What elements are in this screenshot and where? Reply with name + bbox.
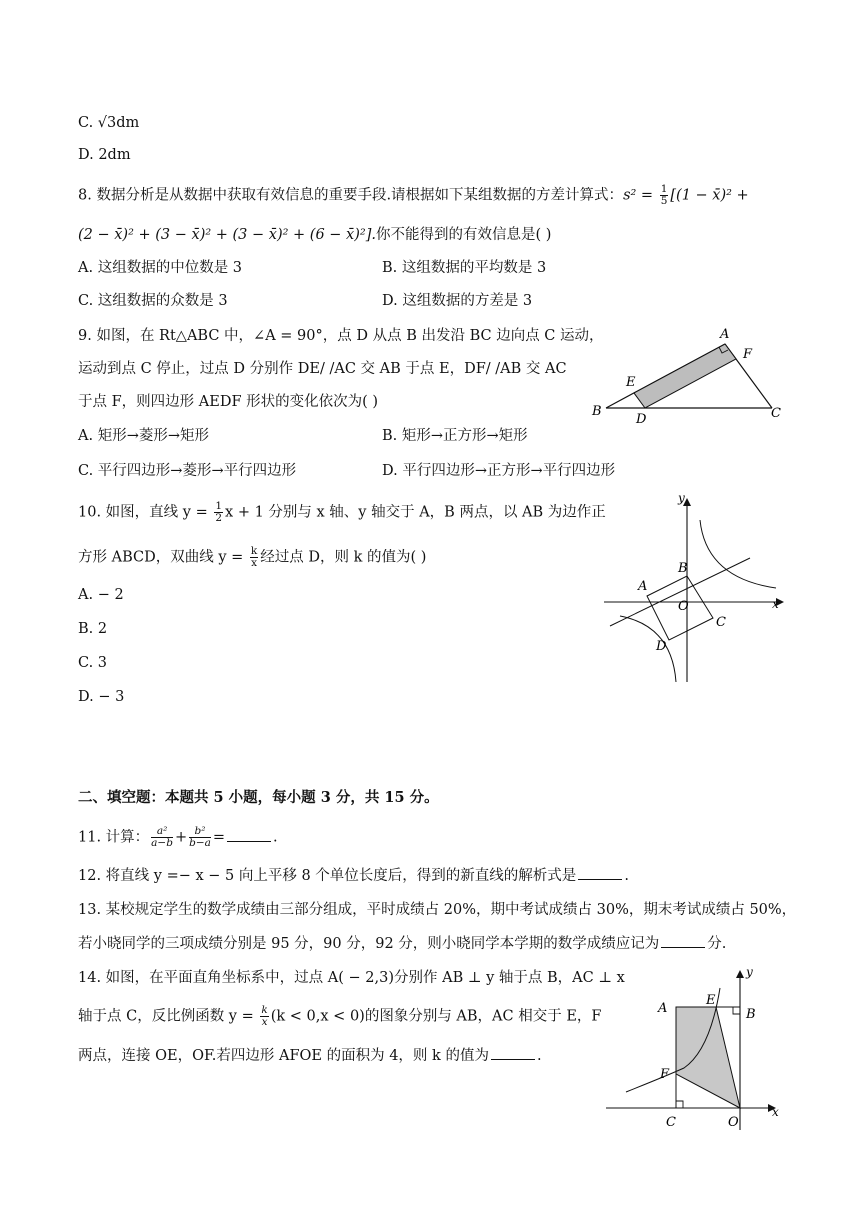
q14-frac-num: k [261, 1004, 268, 1016]
q9-stem-line3: 于点 F，则四边形 AEDF 形状的变化依次为( ) [78, 394, 379, 410]
q11-end: . [273, 829, 278, 846]
q8-formula-line2: (2 − x̄)² + (3 − x̄)² + (3 − x̄)² + (6 − x̄)²]. [78, 227, 376, 243]
q8-formula-part2: [(1 − x̄)² + [670, 187, 749, 204]
q11-frac1-num: a² [151, 826, 173, 838]
q8-option-c: C. 这组数据的众数是 3 [78, 293, 228, 309]
q7-option-d: D. 2dm [78, 147, 131, 163]
q10-label-d: D [656, 639, 667, 654]
q11-frac2-den: b−a [189, 837, 211, 849]
q11-frac1-den: a−b [151, 837, 173, 849]
section2-heading: 二、填空题：本题共 5 小题，每小题 3 分，共 15 分。 [78, 789, 439, 806]
q14-label-b: B [746, 1007, 756, 1022]
q14-line1: 14. 如图，在平面直角坐标系中，过点 A( − 2,3)分别作 AB ⊥ y 轴于点 B，AC ⊥ x [78, 970, 625, 986]
q14-right-angle-c [676, 1101, 683, 1108]
q8-stem-line2 [78, 225, 551, 245]
q14-text: 两点，连接 OE，OF.若四边形 AFOE 的面积为 4，则 k 的值为 [78, 1048, 489, 1064]
q14-answer-blank[interactable] [491, 1047, 535, 1060]
q13-end: 分. [707, 936, 727, 952]
q10-label-x: x [772, 597, 779, 611]
q10-frac1-den: 2 [215, 512, 223, 524]
q9-label-d: D [636, 412, 647, 426]
q9-stem-line1: 9. 如图，在 Rt△ABC 中，∠A = 90°，点 D 从点 B 出发沿 BC 边向点 C 运动， [78, 328, 604, 344]
q10-option-a: A. − 2 [78, 587, 124, 603]
q10-line2-prefix: 方形 ABCD，双曲线 y = [78, 549, 248, 566]
q10-fraction-kx [250, 546, 258, 569]
q9-label-c: C [771, 406, 781, 421]
q8-formula-part1: s² = [623, 187, 658, 204]
q13-line2 [78, 934, 726, 954]
q14-label-f: F [660, 1067, 670, 1082]
q14-label-e: E [706, 993, 716, 1008]
q11-answer-blank[interactable] [227, 829, 271, 842]
q11-frac2-num: b² [189, 826, 211, 838]
q11-fraction-2 [189, 826, 211, 849]
q13-line1: 13. 某校规定学生的数学成绩由三部分组成，平时成绩占 20%，期中考试成绩占 30%，期末考试成绩占 50%， [78, 902, 797, 918]
q14-line2-prefix: 轴于点 C，反比例函数 y = [78, 1008, 259, 1025]
q14-end: . [536, 1048, 542, 1064]
q10-label-b: B [678, 561, 688, 576]
q10-coordinate-figure [600, 490, 790, 686]
q9-label-f: F [743, 347, 753, 362]
q8-option-b: B. 这组数据的平均数是 3 [382, 260, 547, 276]
q10-frac2-den: x [251, 557, 258, 569]
q13-text: 若小晓同学的三项成绩分别是 95 分，90 分，92 分，则小晓同学本学期的数学成绩应记为 [78, 936, 660, 952]
q10-label-y: y [678, 491, 685, 505]
q9-option-a: A. 矩形→菱形→矩形 [78, 428, 209, 444]
q14-line2 [78, 1005, 602, 1028]
q11-fraction-1 [151, 826, 173, 849]
q8-frac-den: 5 [660, 195, 668, 207]
q8-frac-num: 1 [660, 183, 668, 195]
q12-end: . [624, 868, 629, 884]
q10-frac1-num: 1 [215, 500, 223, 512]
q14-fraction-kx [260, 1005, 268, 1028]
q8-stem-suffix: 你不能得到的有效信息是( ) [375, 227, 552, 243]
q9-option-d: D. 平行四边形→正方形→平行四边形 [382, 463, 616, 479]
q13-answer-blank[interactable] [661, 935, 705, 948]
q14-quadrilateral-afoe [676, 1007, 740, 1108]
q10-option-b: B. 2 [78, 621, 108, 637]
q10-frac2-num: k [250, 545, 258, 557]
q11-line [78, 826, 278, 849]
q14-frac-den: x [261, 1016, 268, 1028]
q8-stem-prefix: 8. 数据分析是从数据中获取有效信息的重要手段.请根据如下某组数据的方差计算式： [78, 187, 624, 204]
q9-option-c: C. 平行四边形→菱形→平行四边形 [78, 463, 297, 479]
q12-line [78, 866, 629, 886]
q14-label-o: O [728, 1115, 739, 1130]
q12-text: 12. 将直线 y =− x − 5 向上平移 8 个单位长度后，得到的新直线的解析式是 [78, 868, 577, 884]
q7-option-c: C. √3dm [78, 115, 140, 131]
q14-label-c: C [666, 1115, 676, 1130]
q8-option-a: A. 这组数据的中位数是 3 [78, 260, 243, 276]
q10-line2-suffix: 经过点 D，则 k 的值为( ) [260, 549, 427, 566]
q9-option-b: B. 矩形→正方形→矩形 [382, 428, 528, 444]
q14-label-a: A [658, 1001, 668, 1016]
q14-label-x: x [772, 1105, 779, 1119]
q9-label-e: E [626, 375, 636, 390]
q10-option-d: D. − 3 [78, 689, 125, 705]
q8-fraction [660, 184, 669, 207]
q9-label-a: A [720, 327, 730, 342]
q10-hyperbola-branch-1 [700, 520, 776, 588]
q8-option-d: D. 这组数据的方差是 3 [382, 293, 533, 309]
q10-option-c: C. 3 [78, 655, 108, 671]
q9-label-b: B [592, 404, 602, 419]
q14-line3 [78, 1046, 542, 1066]
q10-label-a: A [638, 579, 648, 594]
q10-line1-prefix: 10. 如图，直线 y = [78, 504, 213, 521]
q10-label-c: C [716, 615, 726, 630]
q11-equals: = [212, 829, 226, 846]
q11-plus: + [174, 829, 188, 846]
q10-stem-line2 [78, 546, 426, 569]
q14-coordinate-figure [606, 966, 786, 1132]
q9-stem-line2: 运动到点 C 停止，过点 D 分别作 DE/ /AC 交 AB 于点 E，DF/ /AB 交 AC [78, 361, 567, 377]
q14-right-angle-b [733, 1007, 740, 1014]
q10-stem-line1 [78, 501, 606, 524]
q10-hyperbola-branch-2 [620, 616, 676, 682]
q11-prefix: 11. 计算： [78, 829, 150, 846]
q12-answer-blank[interactable] [578, 867, 622, 880]
q9-triangle-figure [588, 322, 788, 426]
q9-quadrilateral-aedf [634, 344, 736, 408]
q10-label-o: O [678, 599, 689, 614]
q14-line2-suffix: (k < 0,x < 0)的图象分别与 AB，AC 相交于 E，F [270, 1008, 602, 1025]
q10-line1-suffix: x + 1 分别与 x 轴、y 轴交于 A，B 两点，以 AB 为边作正 [225, 504, 606, 521]
q14-y-arrow [736, 970, 744, 978]
q14-label-y: y [746, 966, 753, 979]
q8-stem-line1 [78, 184, 749, 207]
q10-fraction-half [214, 501, 223, 524]
